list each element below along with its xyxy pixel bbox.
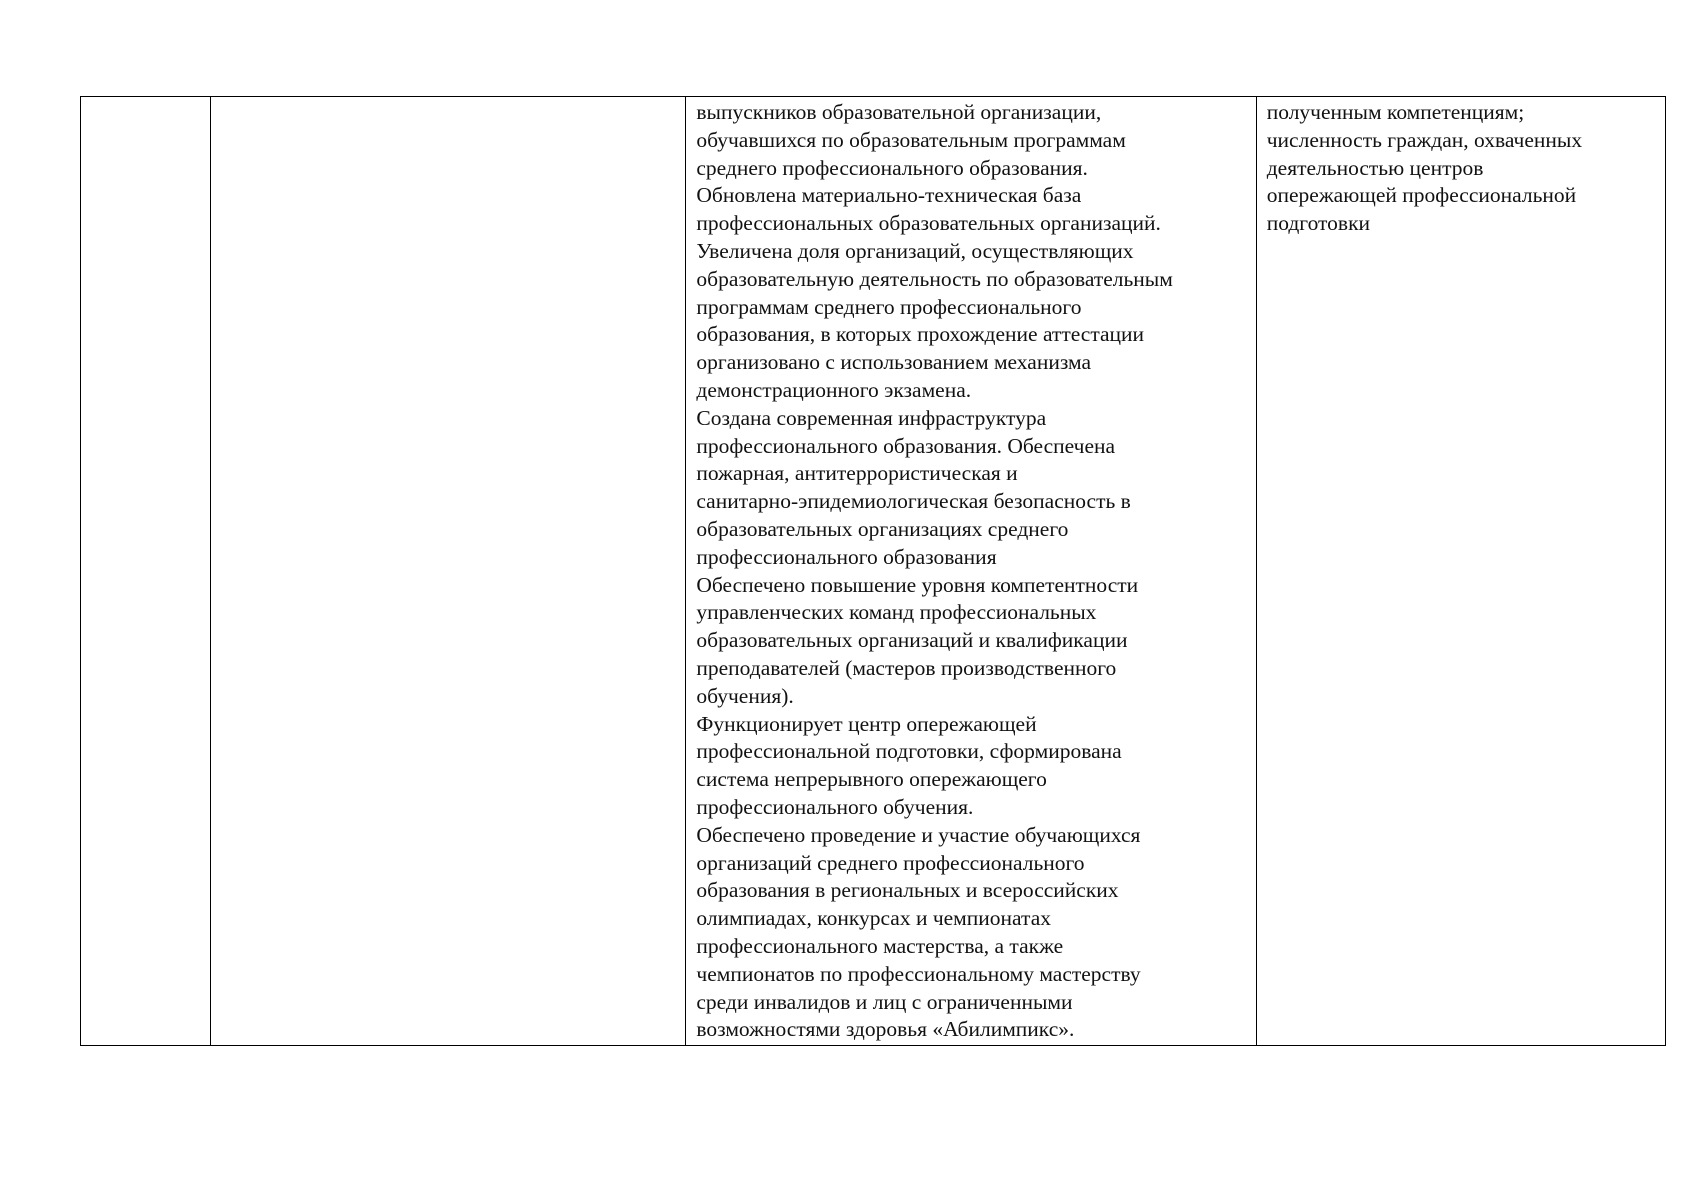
- text-line: профессиональных образовательных организаций.: [696, 211, 1161, 236]
- cell-text-indicators: [1257, 97, 1665, 238]
- text-line: профессиональной подготовки, сформирована: [696, 739, 1122, 764]
- text-line: образовательных организаций и квалификации: [696, 628, 1128, 653]
- text-line: пожарная, антитеррористическая и: [696, 461, 1018, 486]
- text-line: выпускников образовательной организации,: [696, 100, 1102, 124]
- text-line: деятельностью центров: [1266, 155, 1484, 180]
- text-line: профессионального мастерства, а также: [696, 933, 1064, 958]
- table-cell-results: [686, 97, 1256, 1046]
- text-line: профессионального образования: [696, 544, 997, 569]
- text-line: Увеличена доля организаций, осуществляющих: [696, 238, 1134, 263]
- text-line: чемпионатов по профессиональному мастерству: [696, 961, 1141, 986]
- text-line: численность граждан, охваченных: [1266, 127, 1583, 152]
- text-line: профессионального обучения.: [696, 794, 974, 819]
- cell-text-results: [686, 97, 1255, 1044]
- text-line: возможностями здоровья «Абилимпикс».: [696, 1017, 1075, 1042]
- text-line: среднего профессионального образования.: [696, 155, 1088, 180]
- text-line: опережающей профессиональной: [1266, 183, 1577, 208]
- text-line: организаций среднего профессионального: [696, 850, 1085, 875]
- text-line: Обеспечено проведение и участие обучающихся: [696, 822, 1141, 847]
- text-line: Обновлена материально-техническая база: [696, 183, 1082, 208]
- document-table: [80, 96, 1666, 1046]
- text-line: среди инвалидов и лиц с ограниченными: [696, 989, 1073, 1014]
- text-line: Функционирует центр опережающей: [696, 711, 1037, 736]
- text-line: обучавшихся по образовательным программам: [696, 127, 1126, 152]
- table-row: [81, 97, 1666, 1046]
- text-line: олимпиадах, конкурсах и чемпионатах: [696, 906, 1051, 931]
- text-line: образования, в которых прохождение аттестации: [696, 322, 1145, 347]
- text-line: полученным компетенциям;: [1266, 100, 1525, 124]
- text-line: программам среднего профессионального: [696, 294, 1082, 319]
- text-line: санитарно-эпидемиологическая безопасность в: [696, 489, 1131, 514]
- text-line: подготовки: [1266, 211, 1371, 236]
- text-line: демонстрационного экзамена.: [696, 377, 972, 402]
- text-line: система непрерывного опережающего: [696, 767, 1047, 792]
- text-line: обучения).: [696, 683, 794, 708]
- table-cell-indicators: [1256, 97, 1665, 1046]
- cell-text-name: [211, 97, 685, 99]
- text-line: образовательную деятельность по образовательным: [696, 266, 1173, 291]
- text-line: образовательных организациях среднего: [696, 516, 1069, 541]
- text-line: управленческих команд профессиональных: [696, 600, 1097, 625]
- table-cell-name: [211, 97, 686, 1046]
- text-line: Создана современная инфраструктура: [696, 405, 1047, 430]
- text-line: Обеспечено повышение уровня компетентности: [696, 572, 1139, 597]
- text-line: профессионального образования. Обеспечена: [696, 433, 1116, 458]
- cell-text-number: [81, 97, 210, 99]
- text-line: образования в региональных и всероссийских: [696, 878, 1119, 903]
- text-line: преподавателей (мастеров производственного: [696, 655, 1117, 680]
- table-cell-number: [81, 97, 211, 1046]
- text-line: организовано с использованием механизма: [696, 350, 1092, 375]
